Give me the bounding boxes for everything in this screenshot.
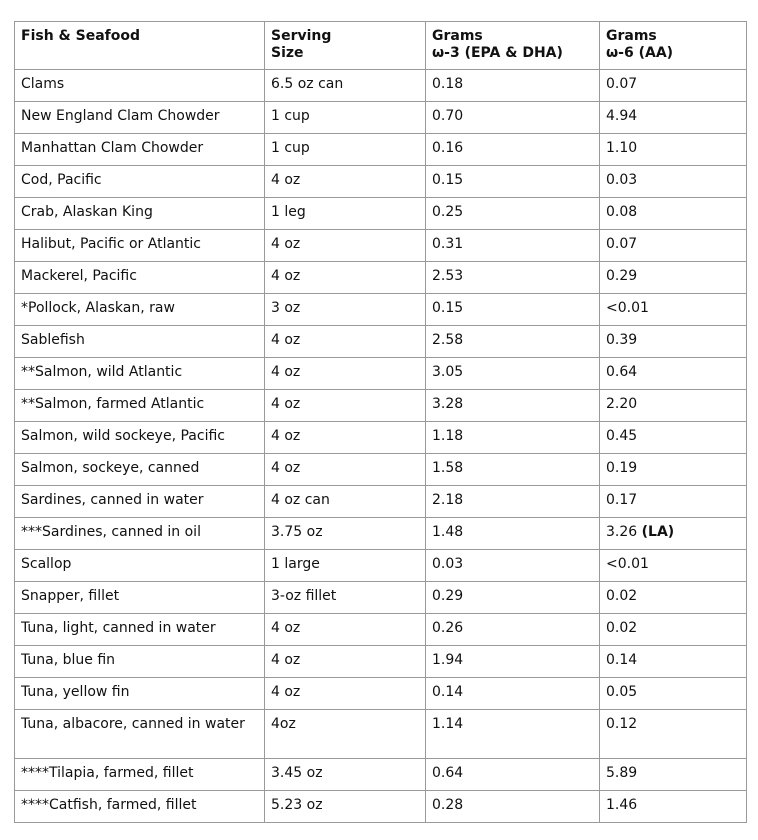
omega6-cell: 0.07 bbox=[600, 230, 747, 262]
omega6-cell: <0.01 bbox=[600, 550, 747, 582]
omega6-cell: 0.17 bbox=[600, 486, 747, 518]
serving-cell: 4 oz bbox=[265, 678, 426, 710]
table-row bbox=[15, 422, 747, 454]
serving-cell: 4 oz bbox=[265, 614, 426, 646]
serving-cell: 4 oz bbox=[265, 262, 426, 294]
fish-cell: Sardines, canned in water bbox=[15, 486, 265, 518]
fish-cell: Tuna, light, canned in water bbox=[15, 614, 265, 646]
fish-cell: ***Sardines, canned in oil bbox=[15, 518, 265, 550]
omega6-cell: 0.08 bbox=[600, 198, 747, 230]
omega6-cell: 1.46 bbox=[600, 791, 747, 823]
omega6-cell: 0.19 bbox=[600, 454, 747, 486]
fish-cell: Salmon, sockeye, canned bbox=[15, 454, 265, 486]
serving-cell: 1 cup bbox=[265, 102, 426, 134]
omega3-cell: 0.14 bbox=[426, 678, 600, 710]
header-omega3: Grams ω-3 (EPA & DHA) bbox=[426, 22, 600, 70]
omega3-cell: 0.28 bbox=[426, 791, 600, 823]
table-row bbox=[15, 70, 747, 102]
serving-cell: 5.23 oz bbox=[265, 791, 426, 823]
fish-cell: *Pollock, Alaskan, raw bbox=[15, 294, 265, 326]
omega3-cell: 0.15 bbox=[426, 294, 600, 326]
serving-cell: 1 leg bbox=[265, 198, 426, 230]
omega3-cell: 2.58 bbox=[426, 326, 600, 358]
omega3-cell: 0.16 bbox=[426, 134, 600, 166]
fish-cell: Crab, Alaskan King bbox=[15, 198, 265, 230]
table-row bbox=[15, 454, 747, 486]
serving-cell: 4 oz bbox=[265, 166, 426, 198]
fish-cell: Scallop bbox=[15, 550, 265, 582]
serving-cell: 3.75 oz bbox=[265, 518, 426, 550]
header-fish: Fish & Seafood bbox=[15, 22, 265, 70]
omega3-cell: 1.14 bbox=[426, 710, 600, 759]
fish-cell: ****Tilapia, farmed, fillet bbox=[15, 759, 265, 791]
fish-cell: Snapper, fillet bbox=[15, 582, 265, 614]
fish-cell: Tuna, blue fin bbox=[15, 646, 265, 678]
table-row bbox=[15, 486, 747, 518]
omega3-cell: 0.26 bbox=[426, 614, 600, 646]
header-row bbox=[15, 22, 747, 70]
serving-cell: 3-oz fillet bbox=[265, 582, 426, 614]
omega3-cell: 1.18 bbox=[426, 422, 600, 454]
serving-cell: 4 oz can bbox=[265, 486, 426, 518]
table-row bbox=[15, 710, 747, 759]
omega6-cell: 0.12 bbox=[600, 710, 747, 759]
omega3-cell: 1.48 bbox=[426, 518, 600, 550]
table-row bbox=[15, 294, 747, 326]
omega6-cell: 0.02 bbox=[600, 582, 747, 614]
omega3-cell: 3.28 bbox=[426, 390, 600, 422]
omega6-note: (LA) bbox=[641, 524, 675, 540]
omega6-cell: 0.29 bbox=[600, 262, 747, 294]
fish-cell: Clams bbox=[15, 70, 265, 102]
serving-cell: 4 oz bbox=[265, 422, 426, 454]
serving-cell: 4 oz bbox=[265, 454, 426, 486]
omega6-cell: <0.01 bbox=[600, 294, 747, 326]
fish-cell: **Salmon, wild Atlantic bbox=[15, 358, 265, 390]
omega6-cell: 0.14 bbox=[600, 646, 747, 678]
omega6-cell bbox=[600, 518, 747, 550]
omega6-cell: 2.20 bbox=[600, 390, 747, 422]
table-row bbox=[15, 230, 747, 262]
table-row bbox=[15, 518, 747, 550]
serving-cell: 4 oz bbox=[265, 390, 426, 422]
omega6-cell: 0.02 bbox=[600, 614, 747, 646]
omega3-cell: 0.64 bbox=[426, 759, 600, 791]
serving-cell: 4 oz bbox=[265, 358, 426, 390]
fish-cell: Manhattan Clam Chowder bbox=[15, 134, 265, 166]
fish-cell: Halibut, Pacific or Atlantic bbox=[15, 230, 265, 262]
table-row bbox=[15, 102, 747, 134]
omega3-cell: 2.53 bbox=[426, 262, 600, 294]
omega6-cell: 1.10 bbox=[600, 134, 747, 166]
serving-cell: 4 oz bbox=[265, 646, 426, 678]
table-row bbox=[15, 614, 747, 646]
omega6-cell: 0.07 bbox=[600, 70, 747, 102]
table-row bbox=[15, 759, 747, 791]
omega3-cell: 0.70 bbox=[426, 102, 600, 134]
fish-cell: Sablefish bbox=[15, 326, 265, 358]
serving-cell: 4 oz bbox=[265, 326, 426, 358]
table-row bbox=[15, 358, 747, 390]
serving-cell: 1 cup bbox=[265, 134, 426, 166]
omega3-cell: 0.03 bbox=[426, 550, 600, 582]
omega3-cell: 0.29 bbox=[426, 582, 600, 614]
omega6-value: 3.26 bbox=[606, 524, 638, 540]
omega-fatty-acid-table bbox=[14, 21, 747, 823]
omega3-cell: 0.15 bbox=[426, 166, 600, 198]
table-row bbox=[15, 646, 747, 678]
table-row bbox=[15, 326, 747, 358]
omega3-cell: 2.18 bbox=[426, 486, 600, 518]
fish-cell: Tuna, albacore, canned in water bbox=[15, 710, 265, 759]
serving-cell: 1 large bbox=[265, 550, 426, 582]
fish-cell: Tuna, yellow fin bbox=[15, 678, 265, 710]
table-row bbox=[15, 678, 747, 710]
serving-cell: 3 oz bbox=[265, 294, 426, 326]
table-row bbox=[15, 166, 747, 198]
serving-cell: 4 oz bbox=[265, 230, 426, 262]
omega6-cell: 0.05 bbox=[600, 678, 747, 710]
omega6-cell: 4.94 bbox=[600, 102, 747, 134]
omega6-cell: 0.39 bbox=[600, 326, 747, 358]
omega3-cell: 0.25 bbox=[426, 198, 600, 230]
table-row bbox=[15, 198, 747, 230]
table-row bbox=[15, 791, 747, 823]
omega3-cell: 0.31 bbox=[426, 230, 600, 262]
fish-cell: Salmon, wild sockeye, Pacific bbox=[15, 422, 265, 454]
table-row bbox=[15, 582, 747, 614]
table-row bbox=[15, 550, 747, 582]
omega3-cell: 1.94 bbox=[426, 646, 600, 678]
omega3-cell: 3.05 bbox=[426, 358, 600, 390]
fish-cell: New England Clam Chowder bbox=[15, 102, 265, 134]
table-row bbox=[15, 262, 747, 294]
omega6-cell: 0.45 bbox=[600, 422, 747, 454]
table-row bbox=[15, 390, 747, 422]
fish-cell: **Salmon, farmed Atlantic bbox=[15, 390, 265, 422]
omega6-cell: 0.03 bbox=[600, 166, 747, 198]
omega3-cell: 0.18 bbox=[426, 70, 600, 102]
fish-cell: Mackerel, Pacific bbox=[15, 262, 265, 294]
serving-cell: 3.45 oz bbox=[265, 759, 426, 791]
table-row bbox=[15, 134, 747, 166]
fish-cell: Cod, Pacific bbox=[15, 166, 265, 198]
header-serving-size: Serving Size bbox=[265, 22, 426, 70]
omega6-cell: 0.64 bbox=[600, 358, 747, 390]
fish-cell: ****Catfish, farmed, fillet bbox=[15, 791, 265, 823]
omega3-cell: 1.58 bbox=[426, 454, 600, 486]
serving-cell: 4oz bbox=[265, 710, 426, 759]
omega6-cell: 5.89 bbox=[600, 759, 747, 791]
serving-cell: 6.5 oz can bbox=[265, 70, 426, 102]
header-omega6: Grams ω-6 (AA) bbox=[600, 22, 747, 70]
